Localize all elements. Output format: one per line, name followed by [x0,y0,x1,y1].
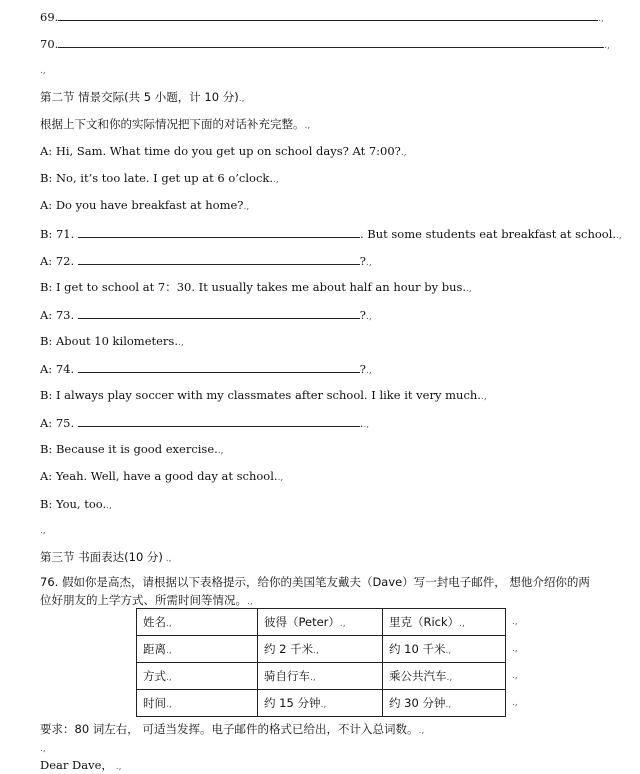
answer-blank[interactable] [58,9,598,21]
table-row [137,663,506,690]
dialogue-blank-74[interactable]: A: 74. ?., [40,362,372,376]
answer-blank[interactable] [78,415,360,427]
table-cell: 姓名., [137,609,258,636]
table-cell: 距离., [137,636,258,663]
dialogue-line: A: Hi, Sam. What time do you get up on school days? At 7:00?., [40,144,407,158]
dialogue-line: B: You, too.., [40,497,112,511]
row-end-mark: ., [512,644,518,654]
paragraph-mark: ., [40,66,46,76]
email-greeting: Dear Dave， ., [40,758,122,772]
answer-blank[interactable] [58,36,604,48]
dialogue-line: B: I get to school at 7：30. It usually takes me about half an hour by bus.., [40,280,472,294]
table-cell: 彼得（Peter）., [258,609,383,636]
table-cell: 约 30 分钟., [383,690,506,717]
table-cell: 约 10 千米., [383,636,506,663]
section2-heading: 第二节 情景交际(共 5 小题，计 10 分)., [40,90,245,104]
writing-prompt: 76. 假如你是高杰，请根据以下表格提示，给你的美国笔友戴夫（Dave）写一封电子邮件， 想他介绍你的两 [40,575,590,589]
table-cell: 骑自行车., [258,663,383,690]
requirement-text: 要求：80 词左右， 可适当发挥。电子邮件的格式已给出，不计入总词数。., [40,722,425,736]
row-end-mark: ., [512,671,518,681]
dialogue-line: B: I always play soccer with my classmates after school. I like it very much.., [40,388,487,402]
dialogue-line: B: About 10 kilometers.., [40,334,184,348]
dialogue-blank-75[interactable]: A: 75. .., [40,416,370,430]
row-end-mark: ., [512,698,518,708]
dialogue-line: B: No, it’s too late. I get up at 6 o’clock.., [40,171,279,185]
answer-blank[interactable] [78,361,360,373]
table-row [137,690,506,717]
dialogue-line: A: Yeah. Well, have a good day at school.., [40,469,284,483]
writing-prompt-cont: 位好朋友的上学方式、所需时间等情况。., [40,593,253,607]
paragraph-mark: ., [40,526,46,536]
table-cell: 时间., [137,690,258,717]
dialogue-blank-72[interactable]: A: 72. ?., [40,254,372,268]
answer-blank[interactable] [78,253,360,265]
answer-blank[interactable] [78,307,360,319]
table-cell: 乘公共汽车., [383,663,506,690]
table-cell: 约 15 分钟., [258,690,383,717]
answer-line-70[interactable]: 70. ., [40,37,611,51]
answer-blank[interactable] [78,226,360,238]
table-row [137,636,506,663]
dialogue-blank-73[interactable]: A: 73. ?., [40,308,372,322]
table-cell: 里克（Rick）., [383,609,506,636]
section2-instruction: 根据上下文和你的实际情况把下面的对话补充完整。., [40,117,311,131]
row-end-mark: ., [512,617,518,627]
table-header-row [137,609,506,636]
table-cell: 约 2 千米., [258,636,383,663]
section3-heading: 第三节 书面表达(10 分) ., [40,550,172,564]
answer-line-69[interactable]: 69. ., [40,10,605,24]
dialogue-blank-71[interactable]: B: 71. . But some students eat breakfast at school.., [40,227,622,241]
info-table [136,608,506,717]
table-cell: 方式., [137,663,258,690]
dialogue-line: A: Do you have breakfast at home?., [40,198,250,212]
dialogue-line: B: Because it is good exercise.., [40,442,224,456]
paragraph-mark: ., [40,744,46,754]
